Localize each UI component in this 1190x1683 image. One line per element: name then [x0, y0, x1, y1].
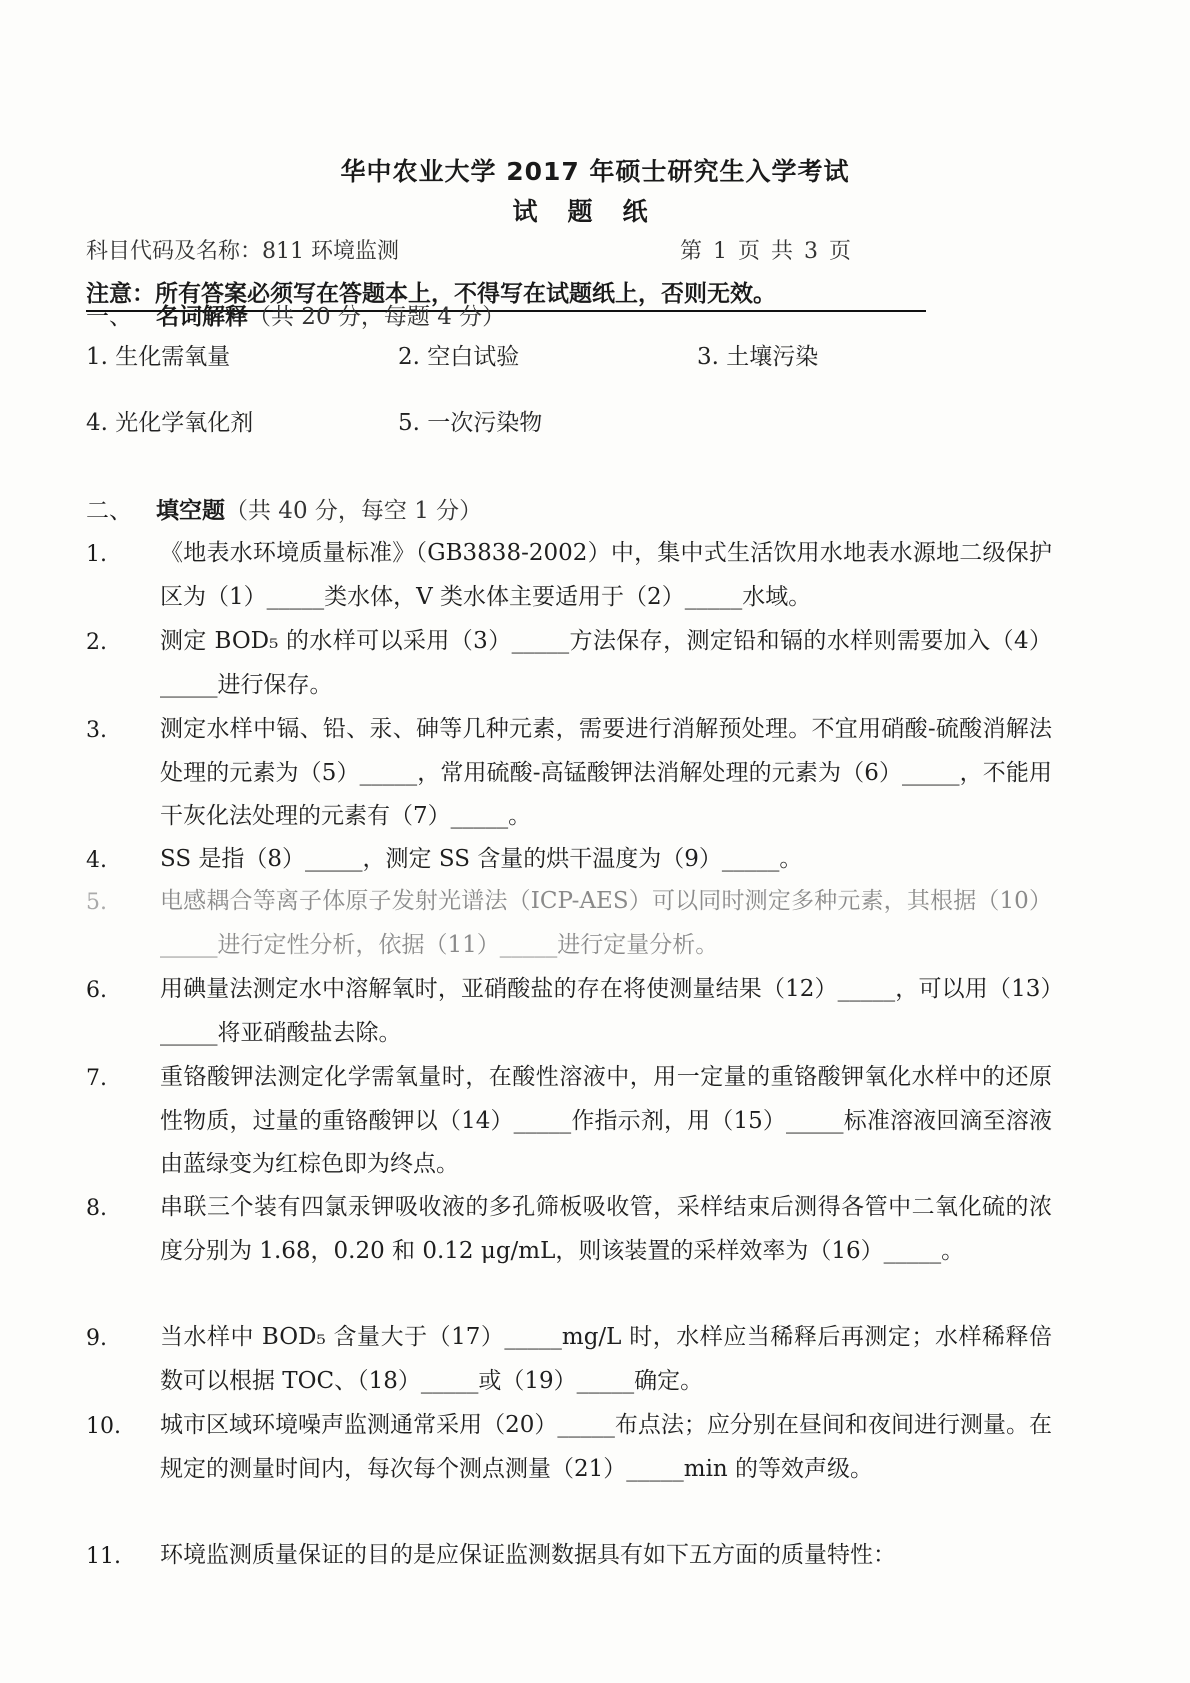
section1-header: [86, 298, 505, 331]
section2-heading: 填空题: [156, 498, 225, 524]
question-5-number: 5.: [86, 890, 107, 915]
notice: 注意：所有答案必须写在答题本上，不得写在试题纸上，否则无效。: [86, 275, 926, 312]
section1-note: （共 20 分，每题 4 分）: [248, 304, 506, 330]
question-9-text: 当水样中 BOD₅ 含量大于（17）_____mg/L 时，水样应当稀释后再测定；水样稀释倍数可以根据 TOC、（18）_____或（19）_____确定。: [160, 1324, 1052, 1394]
page-info: 第 1 页 共 3 页: [680, 239, 853, 264]
question-6-text: 用碘量法测定水中溶解氧时，亚硝酸盐的存在将使测量结果（12）_____，可以用（13）_____将亚硝酸盐去除。: [160, 976, 1052, 1046]
section2-note: （共 40 分，每空 1 分）: [225, 498, 483, 524]
question-10-text: 城市区域环境噪声监测通常采用（20）_____布点法；应分别在昼间和夜间进行测量。在规定的测量时间内，每次每个测点测量（21）_____min 的等效声级。: [160, 1412, 1052, 1482]
question-6-number: 6.: [86, 978, 107, 1003]
question-8-text: 串联三个装有四氯汞钾吸收液的多孔筛板吸收管，采样结束后测得各管中二氧化硫的浓度分别为 1.68，0.20 和 0.12 μg/mL，则该装置的采样效率为（16）_____。: [160, 1194, 1052, 1264]
question-3-text: 测定水样中镉、铅、汞、砷等几种元素，需要进行消解预处理。不宜用硝酸-硫酸消解法处理的元素为（5）_____，常用硫酸-高锰酸钾法消解处理的元素为（6）_____，不能用干灰化法处理的元素有（7）_____。: [160, 716, 1052, 829]
question-3-number: 3.: [86, 718, 107, 743]
question-10-number: 10.: [86, 1414, 121, 1439]
subject-line: 科目代码及名称：811 环境监测: [86, 239, 399, 264]
term-3: 3. 土壤污染: [697, 344, 819, 370]
term-5: 5. 一次污染物: [398, 410, 543, 436]
question-11-text: 环境监测质量保证的目的是应保证监测数据具有如下五方面的质量特性：: [160, 1542, 896, 1568]
question-7-text: 重铬酸钾法测定化学需氧量时，在酸性溶液中，用一定量的重铬酸钾氧化水样中的还原性物质，过量的重铬酸钾以（14）_____作指示剂，用（15）_____标准溶液回滴至溶液由蓝绿变为红棕色即为终点。: [160, 1064, 1052, 1177]
term-1: 1. 生化需氧量: [86, 344, 231, 370]
section1-number: 一、: [86, 304, 132, 330]
question-4-number: 4.: [86, 848, 107, 873]
term-4: 4. 光化学氧化剂: [86, 410, 254, 436]
question-1-number: 1.: [86, 542, 107, 567]
question-5-text: 电感耦合等离子体原子发射光谱法（ICP-AES）可以同时测定多种元素，其根据（10）_____进行定性分析，依据（11）_____进行定量分析。: [160, 888, 1052, 958]
question-8-number: 8.: [86, 1196, 107, 1221]
term-2: 2. 空白试验: [398, 344, 520, 370]
question-11-number: 11.: [86, 1544, 121, 1569]
question-1-text: 《地表水环境质量标准》（GB3838-2002）中，集中式生活饮用水地表水源地二级保护区为（1）_____类水体，V 类水体主要适用于（2）_____水域。: [160, 540, 1052, 610]
exam-title: 华中农业大学 2017 年硕士研究生入学考试: [340, 157, 850, 186]
question-2-text: 测定 BOD₅ 的水样可以采用（3）_____方法保存，测定铅和镉的水样则需要加入（4）_____进行保存。: [160, 628, 1052, 698]
question-4-text: SS 是指（8）_____，测定 SS 含量的烘干温度为（9）_____。: [160, 846, 803, 872]
question-9-number: 9.: [86, 1326, 107, 1351]
exam-subtitle: 试题纸: [512, 197, 678, 226]
section2-header: [86, 492, 482, 525]
question-7-number: 7.: [86, 1066, 107, 1091]
question-2-number: 2.: [86, 630, 107, 655]
section2-number: 二、: [86, 498, 132, 524]
section1-heading: 名词解释: [156, 304, 248, 330]
